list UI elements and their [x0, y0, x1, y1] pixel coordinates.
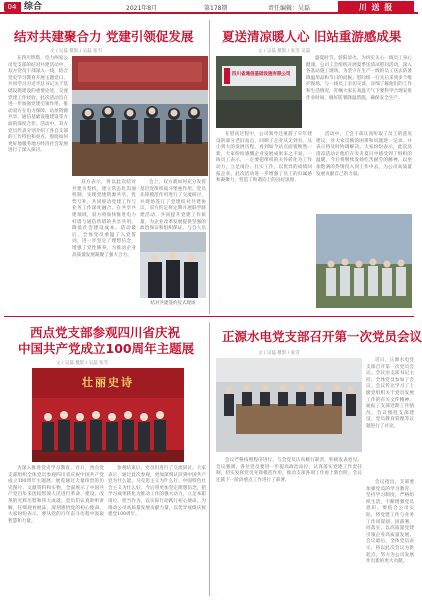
article2-column-3: 活动中，工会干部认真听取了员工的意见建议，对大家反映的困难和问题逐一记录，并表示将及时协调解决。大家纷纷表示，此次送清凉活动让他们在炎炎夏日中感受到了组织的温暖，今后将继续发扬吃苦耐劳的精神，以更加饱满的热情投入到工作中去，为公司高质量发展贡献自己的力量。 [316, 132, 412, 177]
article1-title: 结对共建聚合力 党建引领促发展 [14, 29, 194, 44]
article4-byline: 文 / 吴磊 摄影 / 张雪 [258, 351, 300, 356]
article3-byline: 文 / 吴磊 摄影 / 吴磊 张雪 [56, 361, 109, 366]
article3-column-1: 为深入推进党史学习教育，近日，西点党支部组织全体党员参观四川省庆祝中国共产党成立100周年主题展。展览通过大量珍贵的历史图片、文献资料和实物，全面展示了中国共产党百年来团结带领人民进行革命、建设、改革的光辉历程和伟大成就。党员们认真聆听讲解，仔细观看展品，深刻感悟党的初心使命。大家纷纷表示，要从党的百年奋斗历程中汲取智慧和力量。 [8, 466, 104, 524]
company-sign-text: 四川省通信基础设施有限公司 [232, 72, 291, 77]
article1-column-3: 会上，双方就如何充分发挥基层党组织战斗堡垒作用、党员先锋模范作用进行了交流研讨，并现场签订了党建结对共建协议。双方约定将定期开展联学联建活动，共同提升党建工作质量，为企业改革发展提供坚强的政治保证和组织保证。与会人员 [140, 180, 206, 232]
newspaper-logo: 川 送 报 [338, 1, 414, 13]
article4-column-2: 会议严格按照程序进行，与会党员认真履行职责，积极发表意见。会议强调，各位党员要进一步提高政治站位，认真落实党建工作责任制，切实发挥党员先锋模范作用，推动支部各项工作再上新台阶。会议还就下一阶段重点工作进行了部署。 [216, 458, 362, 483]
article4-column-3: 会议指出，支部要加强党员的学习教育，坚持学习制度，严格组织生活，不断增强党员意识。要结合公司实际，将党建工作与业务工作同谋划、同部署、同落实，以高质量党建引领企业高质量发展。会议最后，全体党员表示，将以此次会议为新起点，努力为公司发展作出新的更大贡献。 [366, 480, 414, 565]
article4-column-1: 近日，正源水电党支部召开第一次党员会议。会议由支部书记主持，全体党员参加了会议。会议传达学习了上级党组织关于党员发展工作的有关文件精神，通报了支部近期工作情况。会议围绕支部建设、党员教育管理等议题进行了讨论。 [366, 358, 414, 429]
article2-column-1: 盛夏时节，骄阳似火。为切实关心一线员工身心健康，公司工会组织开展夏季送清凉慰问活动，深入各基站施工现场，为坚守在生产一线的员工送去防暑降温用品和节日的问候。慰问组一行先后来到多个维护现场，与一线员工亲切交谈，详细了解他们的工作和生活情况，叮嘱大家在高温天气下要科学合理安排作业时间，做好防暑降温措施，确保安全生产。 [306, 56, 412, 101]
article1-column-1: 在四川铁塔、电力两家公司党支部的结对共建活动中，双方党员干部深入一线，结合党史学习教育开展主题党日，共同学习习近平总书记关于基础设施建设的重要论述，交流党建工作经验。此次活动旨在进一步加强党建引领作用，推动双方在电力保障、站址资源共享、通信基础设施建设等方面的深度合作。活动中，双方党员代表分别介绍了各自支部的工作特色和亮点，围绕如何更好地服务地方经济社会发展进行了深入探讨。 [8, 56, 68, 154]
article4-photo [216, 358, 362, 452]
article2-photo-2 [316, 214, 412, 308]
section-divider-horizontal [4, 316, 414, 317]
visit-group-image [316, 214, 412, 308]
article2-byline: 文 / 吴磊 摄影 / 张雪 吴磊 [258, 49, 311, 54]
responsible-editor: 责任编辑：吴磊 [268, 5, 311, 12]
article1-column-2: 双方表示，将以此次结对共建为契机，建立常态化沟通机制，实现党建资源共享、优势互补，共同推动党建工作与业务工作深度融合。在共享共建领域，双方将加快推进电力杆塔与通信铁塔的共享共用，降低社会建设成本。活动最后，全体党员重温了入党誓词，进一步坚定了理想信念，增强了党性修养，为推动企业高质量发展凝聚了强大合力。 [72, 180, 136, 258]
page-number: 04 [4, 2, 20, 12]
article2-column-2: 在慰问过程中，公司领导还重游了早年建设的部分老旧站点，回顾了企业从无到有、从小到大的发展历程。看到如今站点面貌焕然一新，大家纷纷感慨企业发展成果来之不易。一线员工表示，一定要把组织的关怀转化为工作动力，立足岗位、扎实工作，以优异的成绩回报企业。此次活动进一步增强了员工的归属感和凝聚力，营造了和谐向上的良好氛围。 [216, 132, 312, 184]
article1-photo-1 [72, 56, 208, 176]
column-divider-top [209, 20, 210, 314]
article3-title-line1: 西点党支部参观四川省庆祝 [30, 325, 181, 340]
group-photo-image [140, 232, 206, 298]
issue-date: 2021年8月 [126, 5, 158, 12]
exhibition-banner-text: 壮丽史诗 [82, 376, 134, 389]
section-divider [19, 2, 21, 12]
company-sign-image [216, 56, 302, 128]
section-name: 综合 [24, 2, 43, 12]
article1-photo-2 [140, 232, 206, 298]
article2-title: 夏送清凉暖人心 旧站重游感成果 [222, 29, 402, 44]
article1-byline: 文 / 吴磊 摄影 / 吴磊 张雪 [50, 49, 103, 54]
signing-ceremony-image [72, 56, 208, 176]
article1-photo-caption: 结对共建签约仪式现场 [150, 301, 196, 306]
article2-photo-1 [216, 56, 302, 128]
issue-number: 第178期 [204, 5, 228, 12]
column-divider-bottom [209, 322, 210, 596]
article3-title-line2: 中国共产党成立100周年主题展 [18, 341, 195, 356]
article3-column-2: 参观结束后，党员们进行了交流研讨。大家表示，通过此次参观，更加深刻认识到中国共产党为什么能、马克思主义为什么行、中国特色社会主义为什么好。今后将更加坚定理想信念，把学习成果转化为推动工作的强大动力，立足本职岗位，担当作为，以实际行动践行初心使命，为推动公司高质量发展贡献力量，以优异成绩庆祝建党100周年。 [108, 466, 206, 518]
article4-title: 正源水电党支部召开第一次党员会议 [222, 329, 422, 344]
article3-photo [32, 368, 184, 462]
page-header [0, 0, 418, 14]
meeting-room-image [216, 358, 362, 452]
